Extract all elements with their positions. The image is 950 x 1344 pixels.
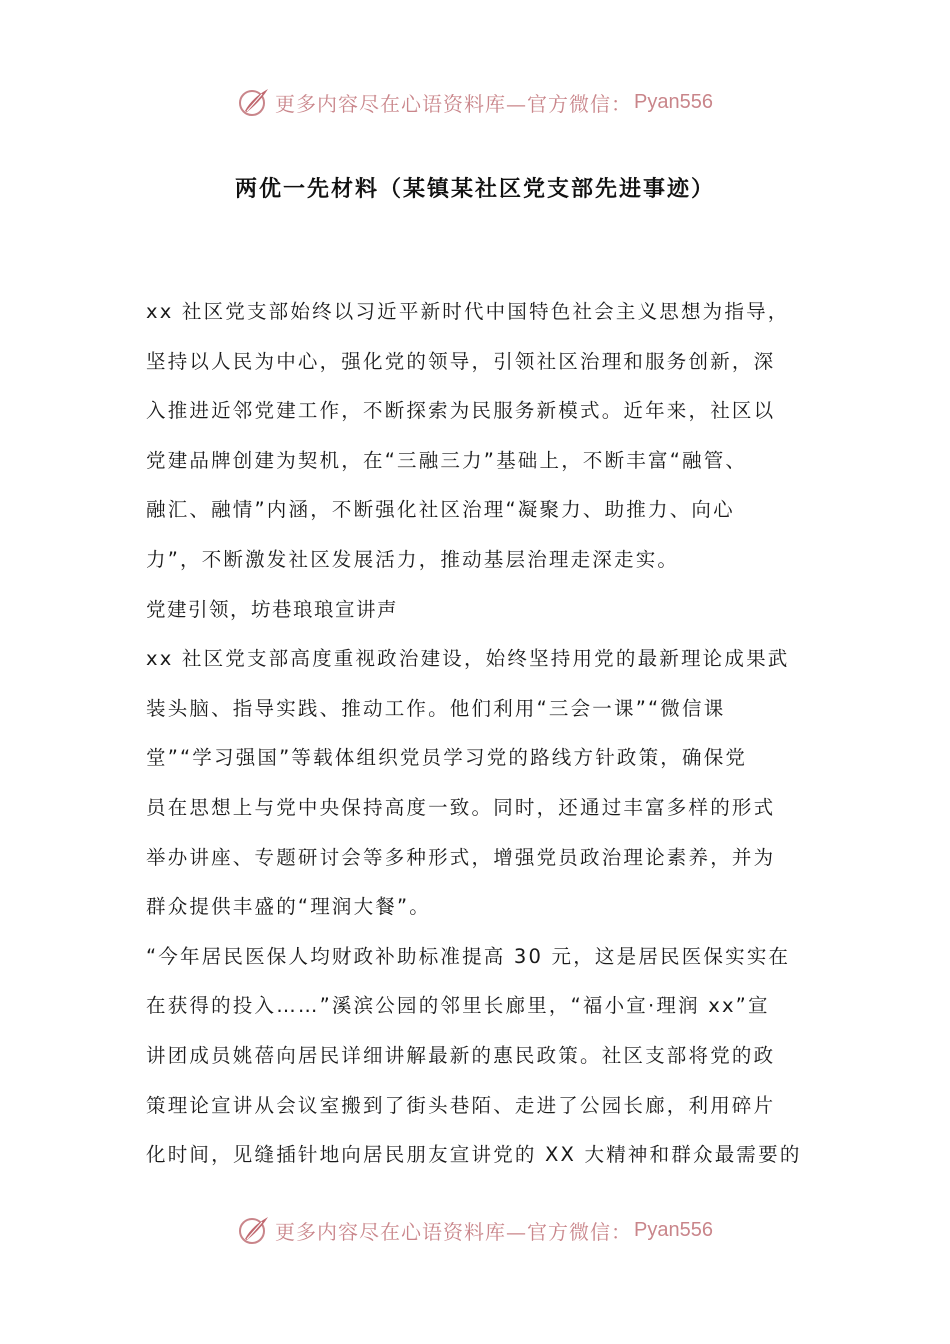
body-line: 融汇、融情”内涵，不断强化社区治理“凝聚力、助推力、向心 [146,498,735,522]
quill-logo-icon [237,85,271,119]
body-line: 入推进近邻党建工作，不断探索为民服务新模式。近年来，社区以 [146,399,776,423]
body-line: “今年居民医保人均财政补助标准提高 30 元，这是居民医保实实在 [146,944,791,968]
quill-logo-icon [237,1213,271,1247]
body-line: 员在思想上与党中央保持高度一致。同时，还通过丰富多样的形式 [146,795,776,819]
body-line: 党建品牌创建为契机，在“三融三力”基础上，不断丰富“融管、 [146,448,748,472]
body-line: 力”，不断激发社区发展活力，推动基层治理走深走实。 [146,547,680,571]
body-line: xx 社区党支部高度重视政治建设，始终坚持用党的最新理论成果武 [146,647,790,671]
body-line: xx 社区党支部始终以习近平新时代中国特色社会主义思想为指导， [146,300,790,323]
document-title: 两优一先材料（某镇某社区党支部先进事迹） [234,177,715,202]
body-line: 坚持以人民为中心，强化党的领导，引领社区治理和服务创新，深 [146,349,776,373]
footer-watermark [0,1210,950,1250]
body-line: 装头脑、指导实践、推动工作。他们利用“三会一课”“微信课 [146,696,726,720]
body-line: 讲团成员姚蓓向居民详细讲解最新的惠民政策。社区支部将党的政 [146,1043,776,1067]
body-line: 化时间，见缝插针地向居民朋友宣讲党的 XX 大精神和群众最需要的 [146,1143,802,1167]
watermark-text: 更多内容尽在心语资料库—官方微信： [275,91,633,116]
body-line: 群众提供丰盛的“理润大餐”。 [146,895,432,919]
body-line: 堂”“学习强国”等载体组织党员学习党的路线方针政策，确保党 [146,746,748,770]
watermark-wechat-id: Pyan556 [634,1218,713,1241]
section-heading: 党建引领，坊巷琅琅宣讲声 [146,597,399,621]
body-line: 举办讲座、专题研讨会等多种形式，增强党员政治理论素养，并为 [146,845,776,869]
watermark-text: 更多内容尽在心语资料库—官方微信： [275,1219,633,1244]
watermark-wechat-id: Pyan556 [634,90,713,113]
document-body [146,294,806,1187]
header-watermark [0,82,950,122]
body-line: 在获得的投入……”溪滨公园的邻里长廊里，“福小宣·理润 xx”宣 [146,994,770,1018]
body-line: 策理论宣讲从会议室搬到了街头巷陌、走进了公园长廊，利用碎片 [146,1093,776,1117]
